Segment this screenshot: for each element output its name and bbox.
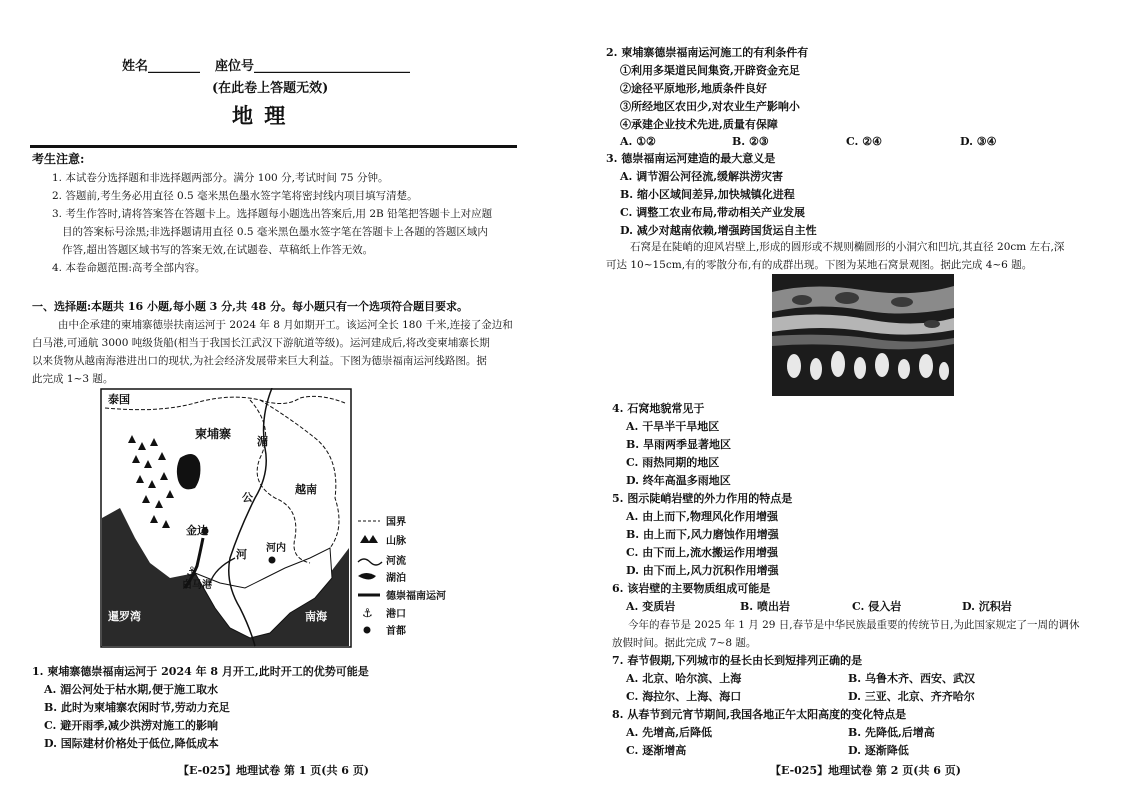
name-field-label: 姓名________ (122, 59, 201, 74)
page2-footer: 【E-025】地理试卷 第 2 页(共 6 页) (770, 764, 961, 777)
q8-option: D. 逐渐降低 (848, 744, 909, 757)
q4-option: D. 终年高温多雨地区 (626, 474, 731, 487)
map-label: 公 (242, 491, 253, 504)
legend-label: 山脉 (386, 536, 406, 547)
q5-option: A. 由上而下,物理风化作用增强 (626, 510, 779, 523)
notice-item: 1. 本试卷分选择题和非选择题两部分。满分 100 分,考试时间 75 分钟。 (52, 172, 389, 184)
q1-option: C. 避开雨季,减少洪涝对施工的影响 (44, 719, 219, 732)
intro2-line: 石窝是在陡峭的迎风岩壁上,形成的圆形或不规则椭圆形的小洞穴和凹坑,其直径 20cm 左右,深 (630, 241, 1065, 253)
q3-option: D. 减少对越南依赖,增强跨国货运自主性 (620, 224, 817, 237)
intro2-line: 可达 10~15cm,有的零散分布,有的成群出现。下图为某地石窝景观图。据此完成 4~6 题。 (606, 259, 1033, 271)
q4-option: B. 旱雨两季显著地区 (626, 438, 731, 451)
legend-label: 国界 (386, 517, 406, 528)
q6-option: D. 沉积岩 (962, 600, 1012, 613)
q8-option: C. 逐渐增高 (626, 744, 687, 757)
map-label: 暹罗湾 (108, 610, 141, 623)
map-label: 湄 (257, 435, 268, 448)
notice-item: 作答,超出答题区域书写的答案无效,在试题卷、草稿纸上作答无效。 (62, 244, 374, 256)
legend-label: 港口 (386, 609, 406, 620)
q4-option: C. 雨热同期的地区 (626, 456, 720, 469)
q8-option: A. 先增高,后降低 (626, 726, 713, 739)
q3-option: C. 调整工农业布局,带动相关产业发展 (620, 206, 806, 219)
intro-line: 此完成 1~3 题。 (32, 373, 114, 385)
q8-stem: 8. 从春节到元宵节期间,我国各地正午太阳高度的变化特点是 (612, 708, 907, 721)
q7-option: D. 三亚、北京、齐齐哈尔 (848, 690, 975, 703)
canal-route-map (100, 388, 520, 650)
map-label: 柬埔寨 (195, 427, 232, 441)
q7-option: A. 北京、哈尔滨、上海 (626, 672, 742, 685)
q2-option: A. ①② (620, 135, 656, 148)
q4-option: A. 干旱半干旱地区 (626, 420, 720, 433)
seat-field-label: 座位号________________________ (215, 59, 411, 74)
q2-item: ④承建企业技术先进,质量有保障 (620, 118, 778, 131)
q5-option: D. 由下而上,风力沉积作用增强 (626, 564, 779, 577)
intro-line: 以来货物从越南海港进出口的现状,为社会经济发展带来巨大利益。下图为德崇福南运河线路图。据 (32, 355, 487, 367)
q2-option: C. ②④ (846, 135, 882, 148)
map-label: 南海 (305, 610, 327, 623)
legend-label: 首都 (386, 626, 406, 637)
q7-option: B. 乌鲁木齐、西安、武汉 (848, 672, 975, 685)
map-label: 白马港 (182, 580, 212, 591)
q3-stem: 3. 德崇福南运河建造的最大意义是 (606, 152, 776, 165)
capital-dot (269, 557, 276, 564)
q5-option: C. 由下而上,流水搬运作用增强 (626, 546, 779, 559)
legend-label: 湖泊 (386, 573, 406, 584)
q6-option: A. 变质岩 (626, 600, 676, 613)
q2-option: B. ②③ (732, 135, 769, 148)
intro-line: 由中企承建的柬埔寨德崇扶南运河于 2024 年 8 月如期开工。该运河全长 180 千米,连接了金边和 (58, 319, 513, 331)
q1-option: B. 此时为柬埔寨农闲时节,劳动力充足 (44, 701, 230, 714)
q2-stem: 2. 柬埔寨德崇福南运河施工的有利条件有 (606, 46, 809, 59)
q1-option: D. 国际建材价格处于低位,降低成本 (44, 737, 219, 750)
q6-option: C. 侵入岩 (852, 600, 902, 613)
section-title: 一、选择题:本题共 16 小题,每小题 3 分,共 48 分。每小题只有一个选项符合题目要求。 (32, 300, 468, 313)
q2-item: ②途径平原地形,地质条件良好 (620, 82, 767, 95)
subject-title: 地 理 (232, 103, 288, 128)
map-label: 越南 (295, 483, 317, 496)
notice-item: 4. 本卷命题范围:高考全部内容。 (52, 262, 206, 274)
notice-title: 考生注意: (32, 152, 85, 166)
q5-stem: 5. 图示陡峭岩壁的外力作用的特点是 (612, 492, 793, 505)
intro3-line: 放假时间。据此完成 7~8 题。 (612, 637, 757, 649)
q7-stem: 7. 春节假期,下列城市的昼长由长到短排列正确的是 (612, 654, 863, 667)
q1-option: A. 湄公河处于枯水期,便于施工取水 (44, 683, 219, 696)
page1-footer: 【E-025】地理试卷 第 1 页(共 6 页) (178, 764, 369, 777)
intro3-line: 今年的春节是 2025 年 1 月 29 日,春节是中华民族最重要的传统节日,为此国家规定了一周的调休 (628, 619, 1080, 631)
header-divider (30, 145, 517, 148)
q7-option: C. 海拉尔、上海、海口 (626, 690, 742, 703)
map-label: 金边 (186, 524, 208, 537)
notice-item: 2. 答题前,考生务必用直径 0.5 毫米黑色墨水签字笔将密封线内项目填写清楚。 (52, 190, 418, 202)
q1-stem: 1. 柬埔寨德崇福南运河于 2024 年 8 月开工,此时开工的优势可能是 (32, 665, 369, 678)
map-label: 河 (236, 548, 247, 561)
q4-stem: 4. 石窝地貌常见于 (612, 402, 705, 415)
map-label: 泰国 (108, 393, 130, 406)
invalid-note: (在此卷上答题无效) (212, 81, 329, 96)
notice-item: 目的答案标号涂黑;非选择题请用直径 0.5 毫米黑色墨水签字笔在答题卡上各题的答题区域内 (62, 226, 488, 238)
q5-option: B. 由上而下,风力磨蚀作用增强 (626, 528, 779, 541)
q2-item: ③所经地区农田少,对农业生产影响小 (620, 100, 800, 113)
q8-option: B. 先降低,后增高 (848, 726, 935, 739)
legend-label: 德崇福南运河 (386, 591, 446, 602)
q6-stem: 6. 该岩壁的主要物质组成可能是 (612, 582, 771, 595)
map-legend (358, 515, 446, 637)
lake-shape (177, 454, 201, 489)
svg-text:⚓: ⚓ (362, 606, 373, 620)
map-label: 河内 (266, 543, 286, 554)
port-anchor-icon: ⚓ (186, 565, 198, 580)
q3-option: A. 调节湄公河径流,缓解洪涝灾害 (620, 170, 784, 183)
q2-item: ①利用多渠道民间集资,开辟资金充足 (620, 64, 800, 77)
q6-option: B. 喷出岩 (740, 600, 790, 613)
intro-line: 白马港,可通航 3000 吨级货船(相当于我国长江武汉下游航道等级)。运河建成后,将改变柬埔寨长期 (32, 337, 490, 349)
q2-option: D. ③④ (960, 135, 997, 148)
notice-item: 3. 考生作答时,请将答案答在答题卡上。选择题每小题选出答案后,用 2B 铅笔把答题卡上对应题 (52, 208, 493, 220)
q3-option: B. 缩小区域间差异,加快城镇化进程 (620, 188, 795, 201)
honeycomb-rock-photo (772, 274, 954, 396)
legend-label: 河流 (386, 556, 406, 567)
